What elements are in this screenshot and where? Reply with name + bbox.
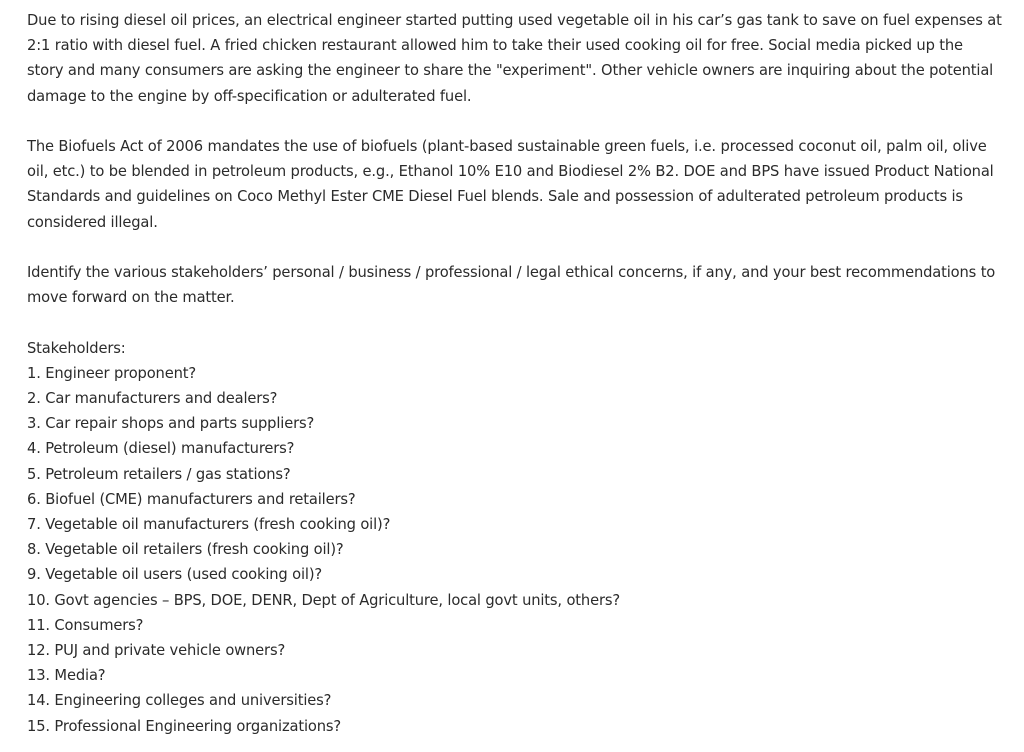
stakeholders-heading: Stakeholders: (27, 339, 126, 357)
list-item: 15. Professional Engineering organizations? (27, 717, 342, 735)
list-item: 12. PUJ and private vehicle owners? (27, 642, 286, 660)
document-body (27, 8, 1002, 739)
list-item: 6. Biofuel (CME) manufacturers and retailers? (27, 490, 356, 508)
list-item: 11. Consumers? (27, 616, 144, 634)
paragraph-gap (27, 235, 1002, 260)
paragraph-gap (27, 310, 1002, 335)
list-item: 9. Vegetable oil users (used cooking oil)? (27, 566, 323, 584)
list-item: 7. Vegetable oil manufacturers (fresh cooking oil)? (27, 516, 391, 534)
list-item: 5. Petroleum retailers / gas stations? (27, 465, 291, 483)
list-item: 14. Engineering colleges and universities? (27, 692, 332, 710)
list-item: 10. Govt agencies – BPS, DOE, DENR, Dept of Agriculture, local govt units, others? (27, 591, 620, 609)
paragraph-gap (27, 109, 1002, 134)
list-item: 8. Vegetable oil retailers (fresh cooking oil)? (27, 541, 344, 559)
stakeholders-list (27, 361, 1002, 739)
list-item: 13. Media? (27, 667, 106, 685)
paragraph-instructions: Identify the various stakeholders’ personal / business / professional / legal ethical concerns, if any, and your best recommendations to move forward on the matter. (27, 264, 996, 307)
list-item: 4. Petroleum (diesel) manufacturers? (27, 440, 295, 458)
list-item: 1. Engineer proponent? (27, 364, 197, 382)
list-item: 2. Car manufacturers and dealers? (27, 390, 278, 407)
list-item: 3. Car repair shops and parts suppliers? (27, 415, 315, 433)
paragraph-biofuels-act: The Biofuels Act of 2006 mandates the use of biofuels (plant-based sustainable green fuels, i.e. processed coconut oil, palm oil, olive oil, etc.) to be blended in petroleum products, e.g., Ethanol 10% E10 and Biodiesel 2% B2. DOE and BPS have issued Product National Standards and guidelines on Coco Methyl Ester CME Diesel Fuel blends. Sale and possession of adulterated petroleum products is considered illegal. (27, 138, 994, 231)
paragraph-scenario: Due to rising diesel oil prices, an electrical engineer started putting used vegetable oil in his car’s gas tank to save on fuel expenses at 2:1 ratio with diesel fuel. A fried chicken restaurant allowed him to take their used cooking oil for free. Social media picked up the story and many consumers are asking the engineer to share the "experiment". Other vehicle owners are inquiring about the potential damage to the engine by off-specification or adulterated fuel. (27, 12, 1002, 105)
